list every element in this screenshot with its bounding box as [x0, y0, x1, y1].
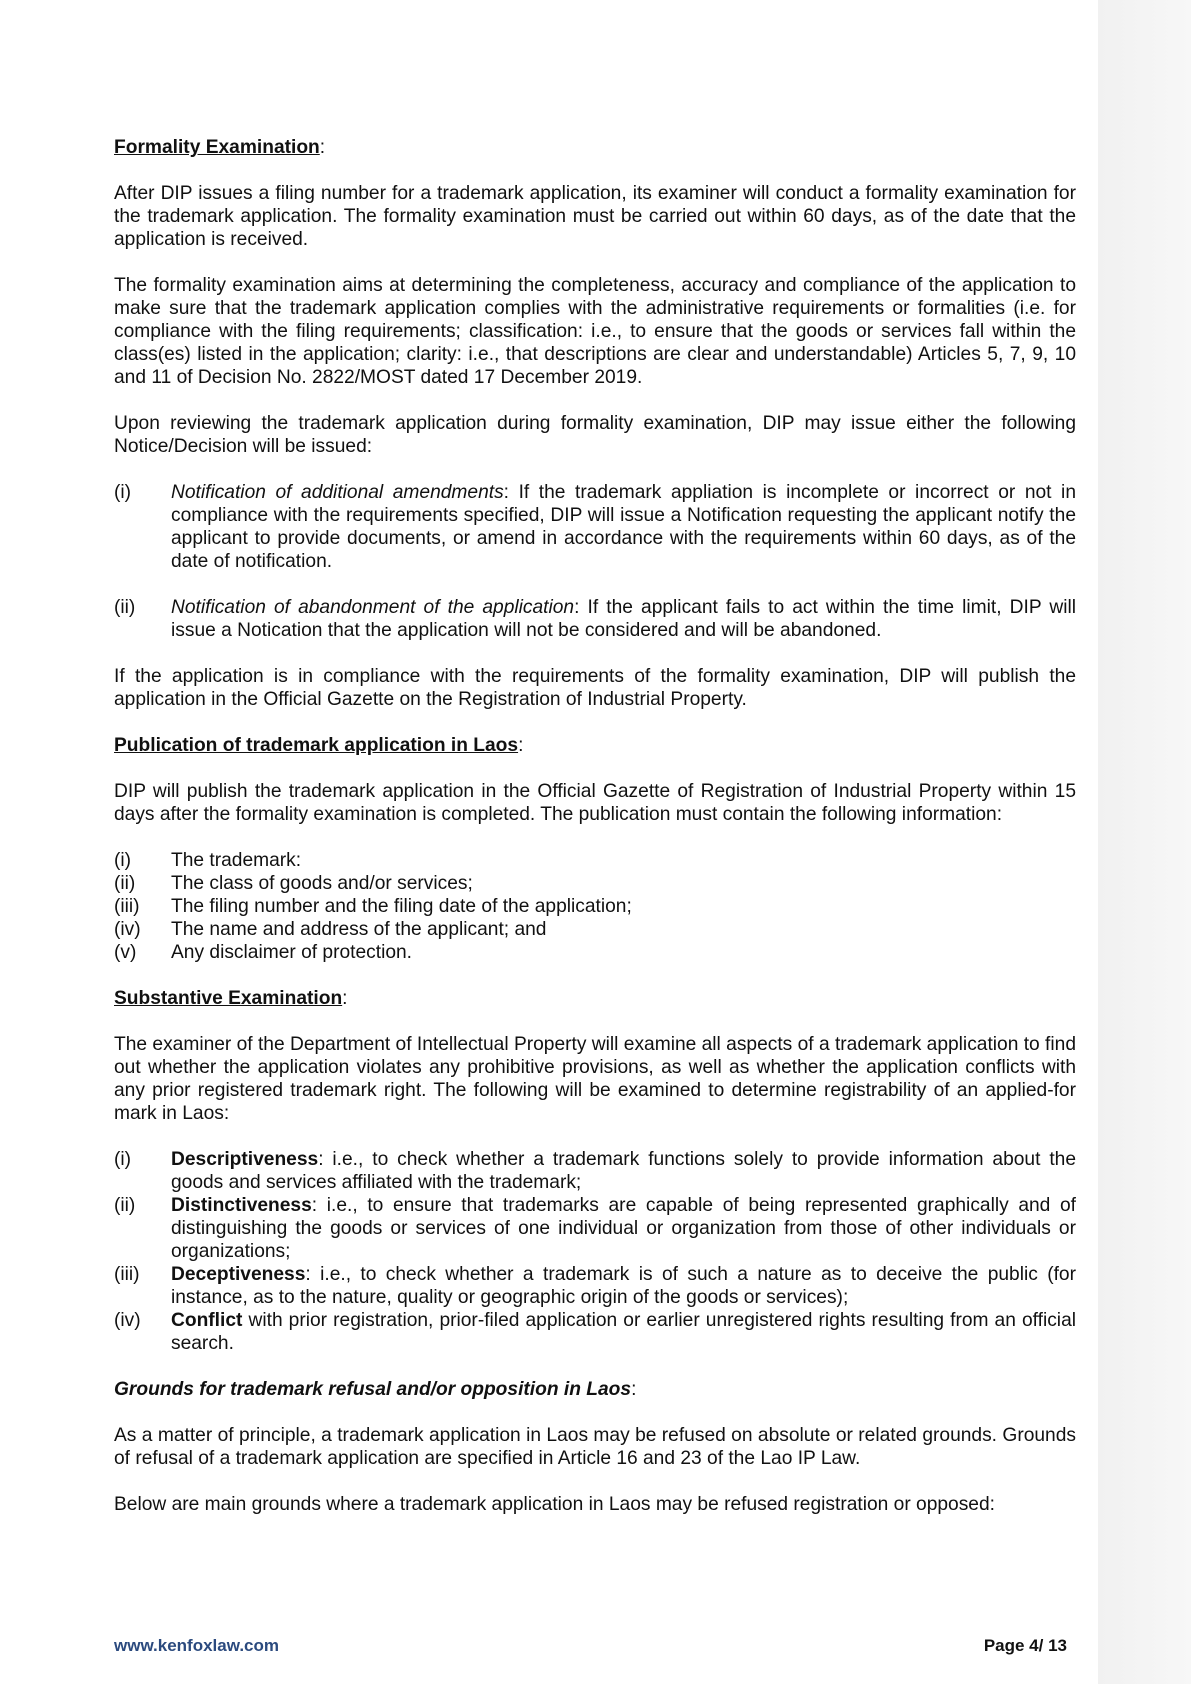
formality-paragraph-3: Upon reviewing the trademark application during formality examination, DIP may issue either the following Notice/Decision will be issued: — [114, 413, 1076, 457]
notification-item — [114, 481, 1076, 573]
publication-list-item — [114, 895, 1076, 918]
list-number: (ii) — [114, 873, 136, 894]
notification-text: : If the trademark appliation is incomplete or incorrect or not in compliance with the requirements specified, DIP will issue a Notification requesting the applicant notify the applicant to provide documents, or amend in accordance with the requirements within 60 days, as of the date of notification. — [171, 482, 1076, 572]
criterion-term: Distinctiveness — [171, 1195, 312, 1216]
document-page — [114, 136, 1076, 1539]
list-text: The trademark: — [171, 850, 302, 871]
substantive-list-item — [114, 1263, 1076, 1309]
notification-title: Notification of abandonment of the application — [171, 597, 575, 618]
list-number: (ii) — [114, 597, 136, 618]
substantive-list-item — [114, 1194, 1076, 1263]
list-number: (iv) — [114, 919, 141, 940]
publication-list-item — [114, 918, 1076, 941]
list-number: (i) — [114, 482, 132, 503]
formality-heading-text: Formality Examination — [114, 137, 320, 158]
list-text: The name and address of the applicant; and — [171, 919, 547, 940]
list-text: The filing number and the filing date of the application; — [171, 896, 632, 917]
publication-list-item — [114, 872, 1076, 895]
criterion-term: Deceptiveness — [171, 1264, 306, 1285]
grounds-heading-text: Grounds for trademark refusal and/or opposition in Laos — [114, 1379, 632, 1400]
substantive-heading: Substantive Examination: — [114, 988, 348, 1009]
criterion-text: : i.e., to check whether a trademark is of such a nature as to deceive the public (for instance, as to the nature, quality or geographic origin of the goods or services); — [171, 1264, 1076, 1308]
grounds-heading: Grounds for trademark refusal and/or opposition in Laos: — [114, 1379, 637, 1400]
list-number: (iv) — [114, 1310, 141, 1331]
publication-list-item — [114, 941, 1076, 964]
criterion-text: with prior registration, prior-filed application or earlier unregistered rights resulting from an official search. — [171, 1310, 1076, 1354]
substantive-list-item — [114, 1148, 1076, 1194]
footer-page-number: Page 4/ 13 — [983, 1636, 1067, 1655]
list-number: (v) — [114, 942, 137, 963]
publication-list-item — [114, 849, 1076, 872]
substantive-list-item — [114, 1309, 1076, 1355]
publication-paragraph-1: DIP will publish the trademark application in the Official Gazette of Registration of Industrial Property within 15 days after the formality examination is completed. The publication must contain the following information: — [114, 781, 1076, 825]
publication-heading: Publication of trademark application in Laos: — [114, 735, 524, 756]
notification-item — [114, 596, 1076, 642]
list-number: (ii) — [114, 1195, 136, 1216]
criterion-term: Descriptiveness — [171, 1149, 319, 1170]
grounds-paragraph-1: As a matter of principle, a trademark application in Laos may be refused on absolute or related grounds. Grounds of refusal of a trademark application are specified in Article 16 and 23 of the Lao IP Law. — [114, 1425, 1076, 1469]
list-text: Any disclaimer of protection. — [171, 942, 413, 963]
footer-website-link[interactable]: www.kenfoxlaw.com — [114, 1636, 280, 1655]
substantive-paragraph-1: The examiner of the Department of Intellectual Property will examine all aspects of a trademark application to find out whether the application violates any prohibitive provisions, as well as whether the application conflicts with any prior registered trademark right. The following will be examined to determine registrability of an applied-for mark in Laos: — [114, 1034, 1076, 1124]
criterion-text: : i.e., to check whether a trademark functions solely to provide information about the goods and services affiliated with the trademark; — [171, 1149, 1076, 1193]
grounds-paragraph-2: Below are main grounds where a trademark application in Laos may be refused registration or opposed: — [114, 1494, 995, 1515]
publication-heading-text: Publication of trademark application in Laos — [114, 735, 519, 756]
list-number: (iii) — [114, 1264, 140, 1285]
list-text: The class of goods and/or services; — [171, 873, 473, 894]
formality-paragraph-2: The formality examination aims at determining the completeness, accuracy and compliance of the application to make sure that the trademark application complies with the administrative requirements or formalities (i.e. for compliance with the filing requirements; classification: i.e., to ensure that the goods or services fall within the class(es) listed in the application; clarity: i.e., that descriptions are clear and understandable) Articles 5, 7, 9, 10 and 11 of Decision No. 2822/MOST dated 17 December 2019. — [114, 275, 1076, 388]
formality-heading: Formality Examination: — [114, 137, 326, 158]
list-number: (iii) — [114, 896, 140, 917]
notification-text: : If the applicant fails to act within the time limit, DIP will issue a Notication that the application will not be considered and will be abandoned. — [171, 597, 1076, 641]
page-right-gutter — [1098, 0, 1191, 1684]
list-number: (i) — [114, 850, 132, 871]
notification-title: Notification of additional amendments — [171, 482, 504, 503]
criterion-term: Conflict — [171, 1310, 243, 1331]
formality-paragraph-4: If the application is in compliance with the requirements of the formality examination, DIP will publish the application in the Official Gazette on the Registration of Industrial Property. — [114, 666, 1076, 710]
criterion-text: : i.e., to ensure that trademarks are capable of being represented graphically and of distinguishing the goods or services of one individual or organization from those of other individuals or organizations; — [171, 1195, 1076, 1262]
formality-paragraph-1: After DIP issues a filing number for a trademark application, its examiner will conduct a formality examination for the trademark application. The formality examination must be carried out within 60 days, as of the date that the application is received. — [114, 183, 1076, 250]
list-number: (i) — [114, 1149, 132, 1170]
substantive-heading-text: Substantive Examination — [114, 988, 343, 1009]
